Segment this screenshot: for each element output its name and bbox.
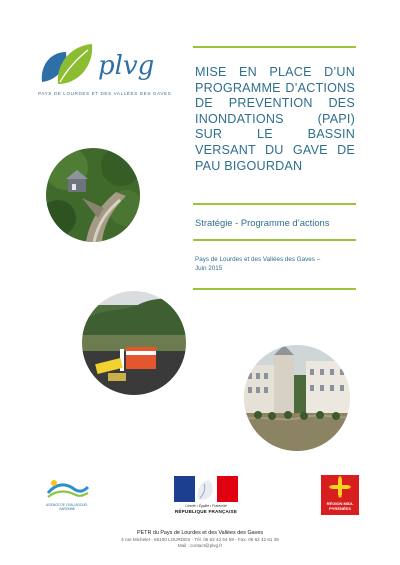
- divider-rule: [193, 46, 356, 48]
- aerial-flood-damage-photo: [46, 148, 140, 242]
- footer-email[interactable]: Mail : contact@plvg.fr: [177, 543, 223, 549]
- page-footer: [0, 530, 400, 550]
- flooded-road-barrier-photo: [82, 291, 186, 395]
- water-agency-label: AGENCE DE L'EAU ADOUR-GARONNE: [46, 503, 88, 511]
- publication-date: Juin 2015: [195, 264, 223, 272]
- region-name: RÉGION MIDI-PYRÉNÉES: [326, 501, 354, 511]
- footer-address: 4 rue Michelet - 65100 LOURDES - Tél. 05 62 42 64 98 - Fax. 05 62 42 61 39: [121, 537, 279, 542]
- footer-organization: PETR du Pays de Lourdes et des Vallées des Gaves: [136, 530, 264, 536]
- page-title: MISE EN PLACE D’UN PROGRAMME D’ACTIONS DE PREVENTION DES INONDATIONS (PAPI) SUR LE BASSIN VERSANT DU GAVE DE PAU BIGOURDAN: [195, 65, 355, 173]
- lourdes-flooded-river-photo: [244, 345, 350, 451]
- republic-name: RÉPUBLIQUE FRANÇAISE: [174, 509, 238, 514]
- republique-francaise-logo: [174, 476, 238, 502]
- leaf-logo-icon: [36, 38, 176, 98]
- document-subtitle: Stratégie - Programme d’actions: [195, 217, 330, 228]
- marianne-flag-icon: [174, 476, 238, 502]
- logo-wordmark: plvg: [98, 51, 155, 81]
- divider-rule: [193, 288, 356, 290]
- occitan-cross-icon: [321, 475, 359, 501]
- plvg-logo: [36, 38, 176, 98]
- organization-name: Pays de Lourdes et des Vallées des Gaves –: [195, 256, 321, 263]
- divider-rule: [193, 239, 356, 241]
- organization-date: [195, 256, 355, 274]
- water-drop-icon: [44, 473, 90, 503]
- logo-tagline: PAYS DE LOURDES ET DES VALLÉES DES GAVES: [38, 91, 172, 96]
- republic-motto: Liberté • Égalité • Fraternité: [185, 504, 227, 508]
- divider-rule: [193, 203, 356, 205]
